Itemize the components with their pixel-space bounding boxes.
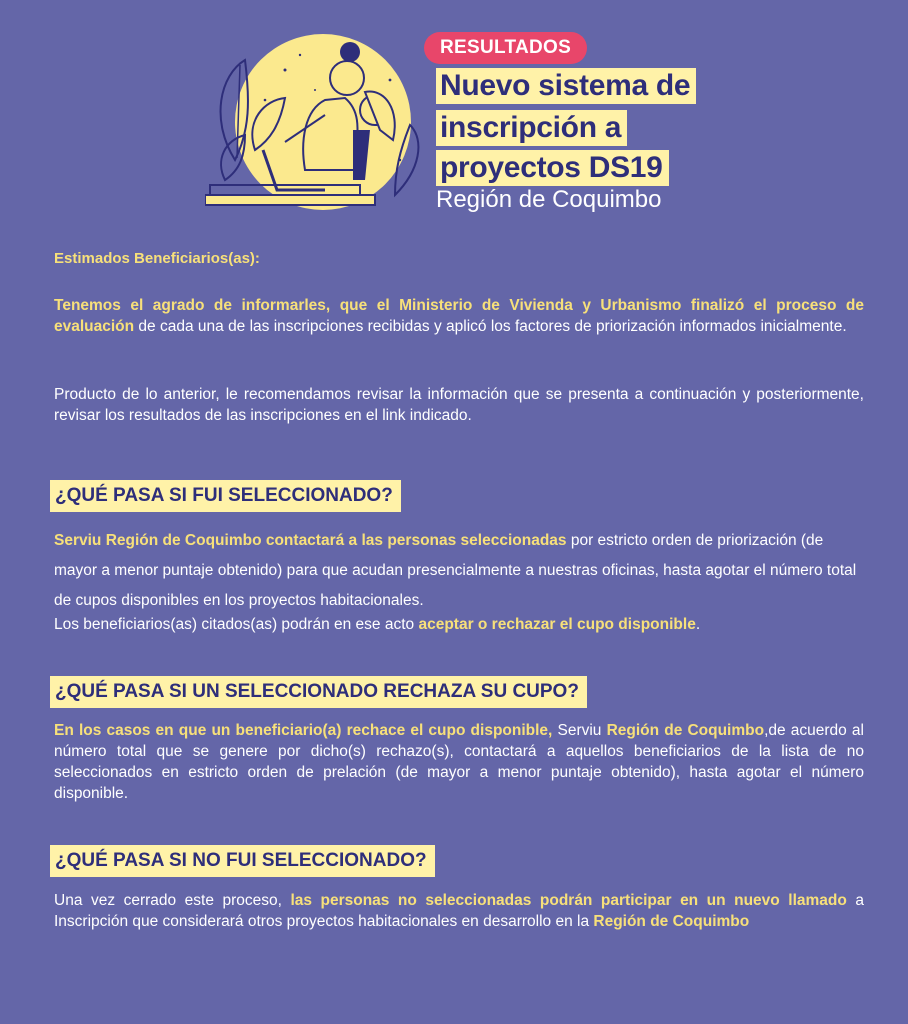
section-rejects-highlight: En los casos en que un beneficiario(a) rechace el cupo disponible, — [54, 722, 553, 739]
section-selected-p2-end: . — [695, 616, 701, 633]
title-line-3: proyectos DS19 — [436, 150, 669, 186]
title-line-1: Nuevo sistema de — [436, 68, 696, 104]
section-selected-paragraph-1 — [54, 526, 864, 616]
section-heading-not-selected: ¿QUÉ PASA SI NO FUI SELECCIONADO? — [50, 845, 435, 877]
section-selected-highlight: Serviu Región de Coquimbo contactará a las personas seleccionadas — [54, 532, 567, 549]
two-women-laptop-illustration — [205, 30, 430, 215]
intro-highlight: Tenemos el agrado de informarles, que el Ministerio de Vivienda y Urbanismo finalizó el proceso de evaluación — [54, 297, 864, 335]
section-selected-text: por estricto orden de priorización (de mayor a menor puntaje obtenido) para que acudan presencialmente a nuestras oficinas, hasta agotar el número total de cupos disponibles en los proyectos habitacionales. — [54, 532, 857, 609]
section-selected-p2-highlight: aceptar o rechazar el cupo disponible — [418, 616, 696, 633]
results-badge: RESULTADOS — [424, 32, 587, 64]
section-heading-selected: ¿QUÉ PASA SI FUI SELECCIONADO? — [50, 480, 401, 512]
intro-text: de cada una de las inscripciones recibidas y aplicó los factores de priorización informados inicialmente. — [134, 318, 847, 335]
section-not-selected-start: Una vez cerrado este proceso, — [54, 892, 291, 909]
section-not-selected-highlight: las personas no seleccionadas podrán participar en un nuevo llamado — [290, 892, 847, 909]
section-rejects-text: ,de acuerdo al número total que se genere por dicho(s) rechazo(s), contactará a aquellos beneficiarios de la lista de no seleccionados en estricto orden de prelación (de mayor a menor puntaje obtenido), hasta agotar el número disponible. — [54, 722, 864, 802]
section-rejects-highlight-2: Región de Coquimbo — [606, 722, 765, 739]
section-not-selected-highlight-2: Región de Coquimbo — [593, 913, 750, 930]
section-heading-rejects: ¿QUÉ PASA SI UN SELECCIONADO RECHAZA SU CUPO? — [50, 676, 587, 708]
section-rejects-mid: Serviu — [552, 722, 607, 739]
section-selected-paragraph-2 — [54, 614, 864, 635]
intro-paragraph-2: Producto de lo anterior, le recomendamos revisar la información que se presenta a continuación y posteriormente, revisar los resultados de las inscripciones en el link indicado. — [54, 386, 864, 424]
section-selected-p2-start: Los beneficiarios(as) citados(as) podrán en ese acto — [54, 616, 419, 633]
intro-paragraph-1 — [54, 295, 864, 337]
section-rejects-paragraph — [54, 720, 864, 804]
region-subtitle: Región de Coquimbo — [436, 186, 662, 213]
title-line-2: inscripción a — [436, 110, 627, 146]
section-not-selected-mid: a Inscripción que considerará otros proyectos habitacionales en desarrollo en la — [54, 892, 864, 930]
section-not-selected-paragraph — [54, 890, 864, 932]
greeting: Estimados Beneficiarios(as): — [54, 250, 260, 267]
